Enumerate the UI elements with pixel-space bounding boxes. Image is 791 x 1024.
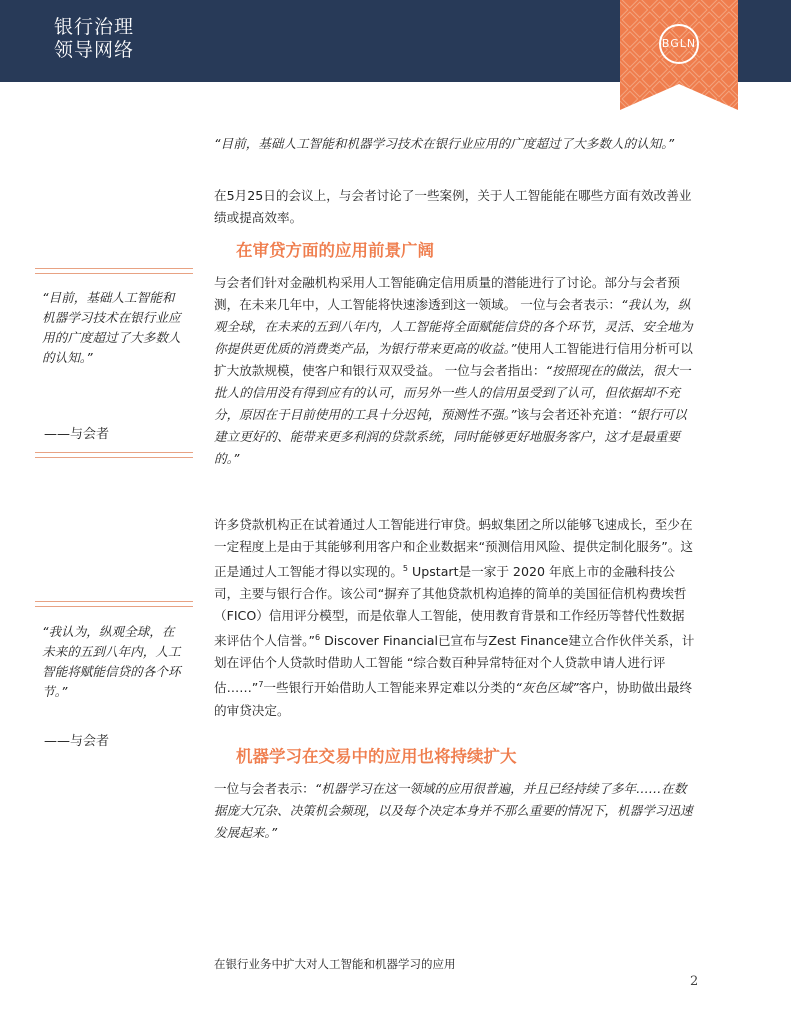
section-heading-trading: 机器学习在交易中的应用也将持续扩大 (236, 747, 517, 766)
sidebar-divider (35, 268, 193, 274)
p1-text-e: 该与会者还补充道： (516, 407, 630, 422)
page-number: 2 (690, 974, 699, 989)
section-heading-credit: 在审贷方面的应用前景广阔 (236, 241, 434, 260)
p1-text-a: 与会者们针对金融机构采用人工智能确定信用质量的潜能进行了讨论。部分与会者预测，在未来几年中，人工智能将快速渗透到这一领域。 一位与会者表示： (214, 275, 680, 312)
bgln-logo-text: BGLN (661, 37, 697, 50)
p2-text-c: Discover Financial已宣布与Zest Finance建立合作伙伴关系，计划在评估个人贷款时借助人工智能 “综合数百种异常特征对个人贷款申请人进行评估……” (214, 633, 695, 696)
sidebar-divider (35, 601, 193, 607)
p1-quote-d: “按照现在的做法，很大一批人的信用没有得到应有的认可，而另外一些人的信用虽受到了认可，但依据却不充分，原因在于目前使用的工具十分迟钝，预测性不强。” (214, 363, 691, 422)
p1-text-c: 使用人工智能进行信用分析可以扩大放款规模，使客户和银行双双受益。 一位与会者指出： (214, 341, 693, 378)
brand-line-1: 银行治理 (54, 16, 135, 38)
sidebar-attribution-2: ——与会者 (44, 734, 110, 749)
sidebar-divider (35, 452, 193, 458)
p2-text-a: 许多贷款机构正在试着通过人工智能进行审贷。蚂蚁集团之所以能够飞速成长，至少在一定程度上是由于其能够利用客户和企业数据来“预测信用风险、提供定制化服务”。这正是通过人工智能才得以实现的。 (214, 517, 694, 580)
p1-quote-f: “银行可以建立更好的、能带来更多利润的贷款系统，同时能够更好地服务客户，这才是最重要的。” (214, 407, 687, 466)
p3-text-a: 一位与会者表示： (214, 781, 315, 796)
paragraph-trading (214, 778, 696, 844)
p2-text-f: 客户，协助做出最终的审贷决定。 (214, 680, 693, 718)
paragraph-lenders (214, 514, 696, 722)
brand-line-2: 领导网络 (54, 39, 135, 61)
p1-quote-b: “我认为，纵观全球，在未来的五到八年内，人工智能将全面赋能信贷的各个环节，灵活、安全地为你提供更优质的消费类产品，为银行带来更高的收益。” (214, 297, 693, 356)
p2-text-d: 一些银行开始借助人工智能来界定难以分类的 (263, 680, 516, 696)
p2-gray-area: “灰色区域” (515, 680, 579, 696)
footer-title: 在银行业务中扩大对人工智能和机器学习的应用 (214, 957, 456, 971)
sidebar-quote-2: “我认为，纵观全球，在未来的五到八年内，人工智能将赋能信贷的各个环节。” (42, 624, 181, 699)
sidebar-quote-1: “目前，基础人工智能和机器学习技术在银行业应用的广度超过了大多数人的认知。” (42, 290, 181, 365)
footnote-6: 6 (314, 633, 321, 643)
p3-quote-b: “机器学习在这一领域的应用很普遍，并且已经持续了多年……在数据庞大冗杂、决策机会频现，以及每个决定本身并不那么重要的情况下，机器学习迅速发展起来。” (214, 781, 693, 840)
sidebar-attribution-1: ——与会者 (44, 427, 110, 442)
paragraph-credit (214, 272, 696, 470)
bgln-logo-ribbon (620, 0, 738, 110)
intro-paragraph: 在5月25日的会议上，与会者讨论了一些案例，关于人工智能能在哪些方面有效改善业绩或提高效率。 (214, 188, 692, 225)
intro-quote: “目前，基础人工智能和机器学习技术在银行业应用的广度超过了大多数人的认知。” (214, 136, 675, 151)
p2-text-b: Upstart是一家于 2020 年底上市的金融科技公司，主要与银行合作。该公司“摒弃了其他贷款机构追捧的简单的美国征信机构费埃哲（FICO）信用评分模型，而是依靠人工智能，使用教育背景和工作经历等替代性数据来评估个人信誉。” (214, 564, 687, 649)
footnote-5: 5 (402, 564, 408, 573)
footnote-7: 7 (258, 680, 264, 690)
brand-title (54, 16, 134, 62)
